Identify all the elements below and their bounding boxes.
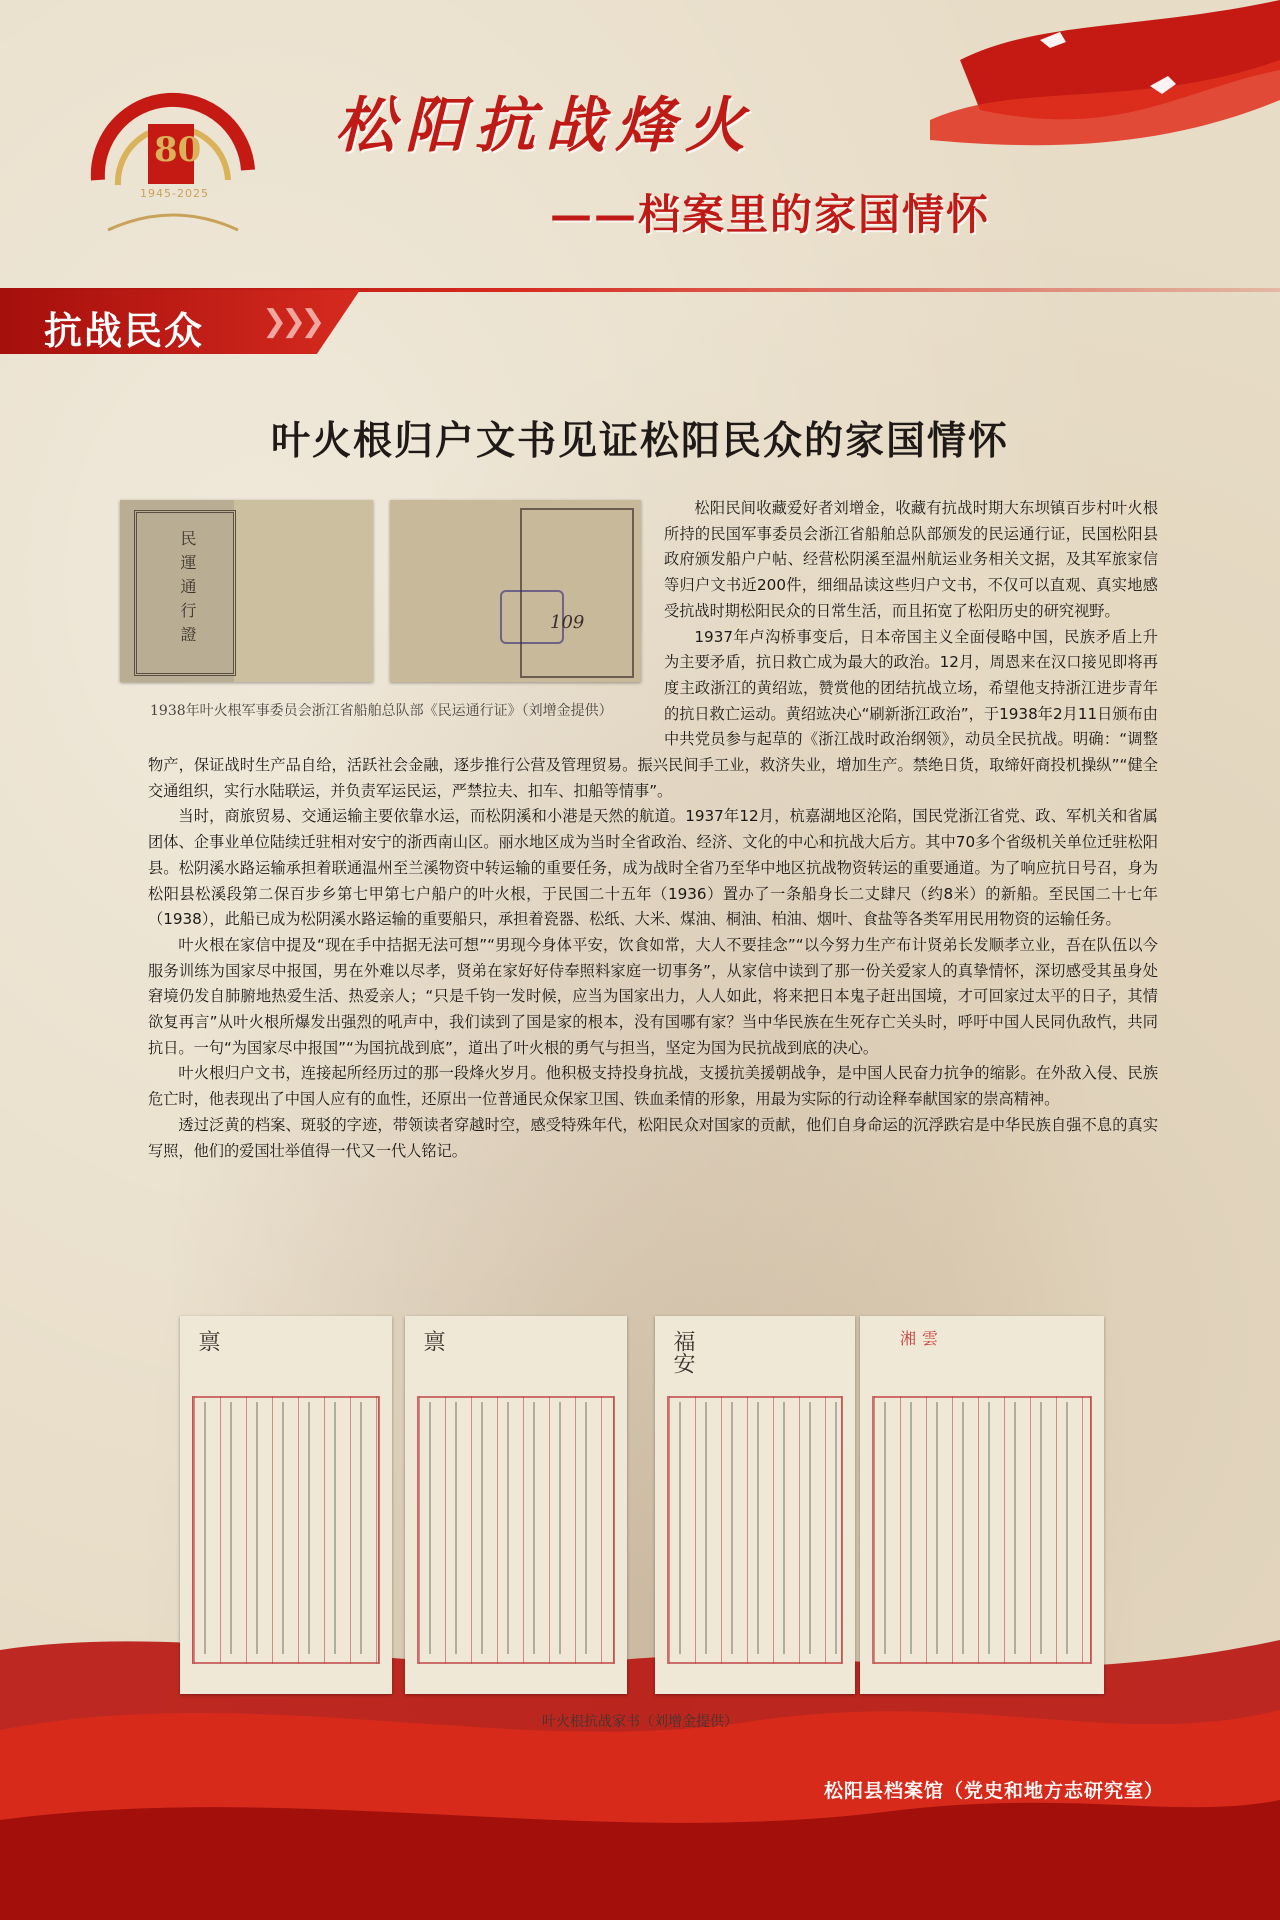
pass-title: 民運通行證 [178,530,197,650]
paragraph: 叶火根归户文书，连接起所经历过的那一段烽火岁月。他积极支持投身抗战，支援抗美援朝战争，是中国人民奋力抗争的缩影。在外敌入侵、民族危亡时，他表现出了中国人应有的血性，还原出一位普通民众保家卫国、铁血柔情的形象，用最为实际的行动诠释奉献国家的崇高精神。 [148,1064,1158,1109]
letter-handwriting [673,1402,837,1654]
footer-org: 松阳县档案馆（党史和地方志研究室） [823,1780,1164,1802]
logo-number: 80 [154,130,202,170]
letter-handwriting [423,1402,609,1654]
page-title: 松阳抗战烽火 [335,91,755,161]
family-letter-photo [860,1316,1104,1694]
chevron-right-icon: ❯❯❯ [262,304,320,339]
paragraph: 松阳民间收藏爱好者刘增金，收藏有抗战时期大东坝镇百步村叶火根所持的民国军事委员会浙江省船舶总队部颁发的民运通行证，民国松阳县政府颁发船户户帖、经营松阴溪至温州航运业务相关文据，及其军旅家信等归户文书近200件，细细品读这些归户文书，不仅可以直观、真实地感受抗战时期松阳民众的日常生活，而且拓宽了松阳历史的研究视野。 [664,499,1158,620]
letter-handwriting [198,1402,374,1654]
letter-heading: 福安 [670,1330,695,1374]
letterhead-seal: 湘雲 [900,1329,945,1348]
paragraph: 当时，商旅贸易、交通运输主要依靠水运，而松阴溪和小港是天然的航道。1937年12月，杭嘉湖地区沦陷，国民党浙江省党、政、军机关和省属团体、企事业单位陆续迁驻相对安宁的浙西南山区。丽水地区成为当时全省政治、经济、文化的中心和抗战大后方。其中70多个省级机关单位迁驻松阳县。松阴溪水路运输承担着联通温州至兰溪物资中转运输的重要任务，成为战时全省乃至华中地区抗战物资转运的重要通道。为了响应抗日号召，身为松阳县松溪段第二保百步乡第七甲第七户船户的叶火根，于民国二十五年（1936）置办了一条船身长二丈肆尺（约8米）的新船。至民国二十七年（1938），此船已成为松阴溪水路运输的重要船只，承担着瓷器、松纸、大米、煤油、桐油、柏油、烟叶、食盐等各类军用民用物资的运输任务。 [148,807,1158,929]
paragraph: 透过泛黄的档案、斑驳的字迹，带领读者穿越时空，感受特殊年代，松阳民众对国家的贡献，他们自身命运的沉浮跌宕是中华民族自强不息的真实写照，他们的爱国壮举值得一代又一代人铭记。 [148,1115,1158,1160]
article-body [148,496,1158,1164]
photo-caption: 1938年叶火根军事委员会浙江省船舶总队部《民运通行证》（刘增金提供） [150,703,613,719]
paragraph: 叶火根在家信中提及“现在手中拮据无法可想”“男现今身体平安，饮食如常，大人不要挂念”“以今努力生产布计贤弟长发顺孝立业，吾在队伍以今服务训练为国家尽中报国，男在外难以尽孝，贤弟在家好好侍奉照料家庭一切事务”，从家信中读到了那一份关爱家人的真挚情怀，深切感受其虽身处窘境仍发自肺腑地热爱生活、热爱亲人；“只是千钧一发时候，应当为国家出力，人人如此，将来把日本鬼子赶出国境，才可回家过太平的日子，其情欲复再言”从叶火根所爆发出强烈的吼声中，我们读到了国是家的根本，没有国哪有家？当中华民族在生死存亡关头时，呼吁中国人民同仇敌忾，共同抗日。一句“为国家尽中报国”“为国抗战到底”，道出了叶火根的勇气与担当，坚定为国为民抗战到底的决心。 [148,935,1158,1057]
logo-years: 1945-2025 [140,187,209,200]
letters-caption: 叶火根抗战家书（刘增金提供） [542,1714,738,1730]
family-letter-photo [655,1316,855,1694]
document-number: 109 [550,612,585,633]
section-label: 抗战民众 [44,308,205,353]
anniversary-logo [88,90,258,240]
red-ribbon-decoration [920,0,1280,160]
paragraph: 1937年卢沟桥事变后，日本帝国主义全面侵略中国，民族矛盾上升为主要矛盾，抗日救亡成为最大的政治。12月，周恩来在汉口接见即将再度主政浙江的黄绍竑，赞赏他的团结抗战立场，希望他支持浙江进步青年的抗日救亡运动。黄绍竑决心“刷新浙江政治”，于1938年2月11日颁布由中共党员参与起草的《浙江战时政治纲领》，动员全民抗战。明确：“调整物产，保证战时生产品自给，活跃社会金融，逐步推行公营及管理贸易。振兴民间手工业，救济失业，增加生产。禁绝日货，取缔奸商投机操纵”“健全交通组织，实行水陆联运，并负责军运民运，严禁拉夫、扣车、扣船等情事”。 [148,627,1158,800]
letter-heading: 禀 [420,1330,445,1352]
photo-spacer [148,496,664,750]
letter-handwriting [878,1402,1086,1654]
page-subtitle: ——档案里的家国情怀 [550,190,991,239]
family-letter-photo [180,1316,392,1694]
letter-heading: 禀 [195,1330,220,1352]
family-letter-photo [405,1316,627,1694]
article-headline: 叶火根归户文书见证松阳民众的家国情怀 [270,419,1009,464]
